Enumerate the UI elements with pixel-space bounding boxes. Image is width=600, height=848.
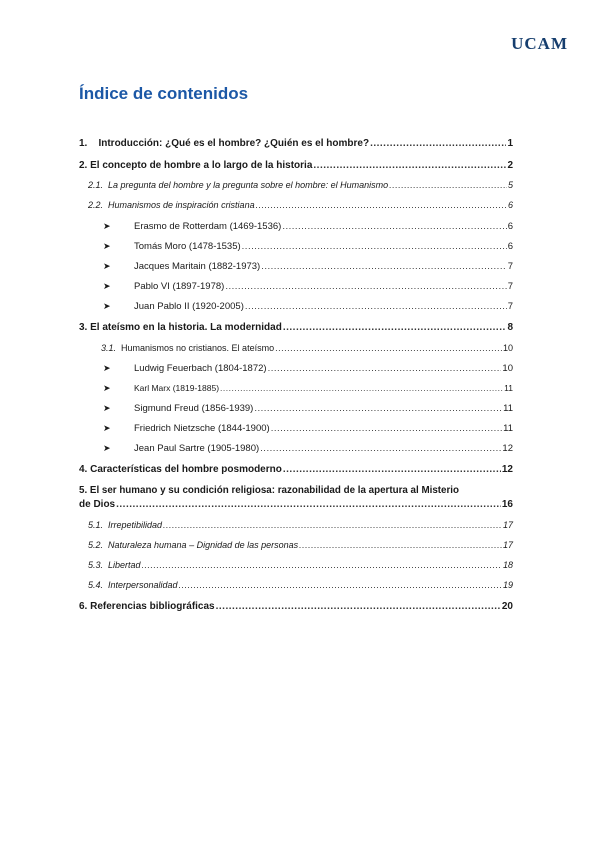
entry-label: Irrepetibilidad [108,520,163,530]
toc-entry-erasmo[interactable] [79,220,513,233]
dot-leader [179,579,502,592]
entry-label: Interpersonalidad [108,580,178,590]
toc-entry-2-1[interactable] [79,179,513,192]
dot-leader [254,402,502,415]
dot-leader [116,498,501,511]
entry-label: Jean Paul Sartre (1905-1980) [134,443,260,454]
dot-leader [142,559,502,572]
page-number: 7 [507,301,513,312]
toc-entry-2-2[interactable] [79,199,513,212]
toc-entry-3[interactable] [79,321,513,334]
arrow-bullet-icon: ➤ [103,363,111,373]
dot-leader [163,519,502,532]
arrow-bullet-icon: ➤ [103,443,111,453]
page-number: 18 [502,560,513,570]
page-number: 7 [507,281,513,292]
entry-label: El concepto de hombre a lo largo de la historia [90,160,313,171]
arrow-bullet-icon: ➤ [103,241,111,251]
entry-label-continued: de Dios [79,499,116,510]
toc-entry-feuerbach[interactable] [79,362,513,375]
toc-entry-4[interactable] [79,463,513,476]
entry-label: Tomás Moro (1478-1535) [134,241,241,252]
entry-label: Humanismos no cristianos. El ateísmo [121,343,275,353]
toc-entry-freud[interactable] [79,402,513,415]
dot-leader [220,382,503,395]
entry-label: Erasmo de Rotterdam (1469-1536) [134,221,282,232]
page-number: 2 [507,160,513,171]
toc-entry-tomas-moro[interactable] [79,240,513,253]
arrow-bullet-icon: ➤ [103,281,111,291]
dot-leader [283,463,501,476]
arrow-bullet-icon: ➤ [103,423,111,433]
page-number: 11 [503,403,513,414]
toc-entry-5[interactable] [79,483,513,511]
entry-number: 6. [79,601,88,612]
dot-leader [225,280,506,293]
dot-leader [370,137,506,150]
entry-label: El ser humano y su condición religiosa: razonabilidad de la apertura al Misterio [89,485,460,496]
toc-title: Índice de contenidos [79,84,249,103]
dot-leader [261,260,506,273]
page-number: 1 [507,138,513,149]
dot-leader [216,600,501,613]
entry-number: 5.4. [88,580,104,590]
toc-entry-5-2[interactable] [79,539,513,552]
dot-leader [283,321,507,334]
entry-label: Friedrich Nietzsche (1844-1900) [134,423,270,434]
dot-leader [242,240,507,253]
page-number: 16 [501,499,513,510]
toc-entry-5-4[interactable] [79,579,513,592]
entry-number: 2. [79,160,88,171]
entry-number: 2.2. [88,200,104,210]
toc-entry-5-1[interactable] [79,519,513,532]
page-number: 6 [507,241,513,252]
page-number: 10 [502,343,513,353]
entry-label: El ateísmo en la historia. La modernidad [90,322,282,333]
page-number: 6 [507,221,513,232]
page-number: 7 [507,261,513,272]
entry-label: Introducción: ¿Qué es el hombre? ¿Quién es el hombre? [98,138,370,149]
dot-leader [275,342,502,355]
page-number: 10 [502,363,513,374]
entry-label: Jacques Maritain (1882-1973) [134,261,261,272]
page-number: 11 [503,423,513,434]
dot-leader [313,159,506,172]
page-number: 12 [501,464,513,475]
page-number: 17 [502,540,513,550]
page-number: 11 [504,383,513,393]
page-number: 8 [507,322,513,333]
dot-leader [389,179,507,192]
toc-entry-1[interactable] [79,137,513,150]
entry-label: Referencias bibliográficas [90,601,215,612]
entry-label: Ludwig Feuerbach (1804-1872) [134,363,267,374]
entry-label: Sigmund Freud (1856-1939) [134,403,254,414]
entry-number: 5.1. [88,520,104,530]
dot-leader [282,220,506,233]
entry-number: 1. [79,138,88,149]
entry-label: Juan Pablo II (1920-2005) [134,301,244,312]
arrow-bullet-icon: ➤ [103,261,111,271]
arrow-bullet-icon: ➤ [103,301,111,311]
dot-leader [260,442,501,455]
dot-leader [256,199,507,212]
toc-entry-5-3[interactable] [79,559,513,572]
entry-label: Pablo VI (1897-1978) [134,281,225,292]
page-number: 12 [502,443,513,454]
entry-label: Karl Marx (1819-1885) [134,383,220,393]
entry-label: Humanismos de inspiración cristiana [108,200,255,210]
page-number: 20 [501,601,513,612]
entry-number: 5.3. [88,560,104,570]
toc-entry-marx[interactable] [79,382,513,395]
arrow-bullet-icon: ➤ [103,403,111,413]
toc-entry-2[interactable] [79,159,513,172]
toc-entry-sartre[interactable] [79,442,513,455]
entry-label: Naturaleza humana – Dignidad de las personas [108,540,299,550]
entry-label: La pregunta del hombre y la pregunta sobre el hombre: el Humanismo [108,180,389,190]
toc-entry-juan-pablo-ii[interactable] [79,300,513,313]
arrow-bullet-icon: ➤ [103,221,111,231]
ucam-logo: UCAM [511,34,568,53]
toc-entry-6[interactable] [79,600,513,613]
page-number: 19 [502,580,513,590]
entry-number: 3. [79,322,88,333]
entry-number: 2.1. [88,180,104,190]
entry-number: 3.1. [101,343,117,353]
entry-number: 4. [79,464,88,475]
entry-number: 5.2. [88,540,104,550]
entry-number: 5. [79,485,88,496]
toc-entry-pablo-vi[interactable] [79,280,513,293]
toc-entry-nietzsche[interactable] [79,422,513,435]
entry-label: Características del hombre posmoderno [90,464,282,475]
dot-leader [245,300,507,313]
page-number: 5 [507,180,513,190]
entry-label: Libertad [108,560,141,570]
dot-leader [268,362,502,375]
dot-leader [299,539,502,552]
page-number: 17 [502,520,513,530]
toc-entry-maritain[interactable] [79,260,513,273]
toc-entry-3-1[interactable] [79,342,513,355]
page-number: 6 [507,200,513,210]
arrow-bullet-icon: ➤ [103,383,111,393]
dot-leader [271,422,502,435]
